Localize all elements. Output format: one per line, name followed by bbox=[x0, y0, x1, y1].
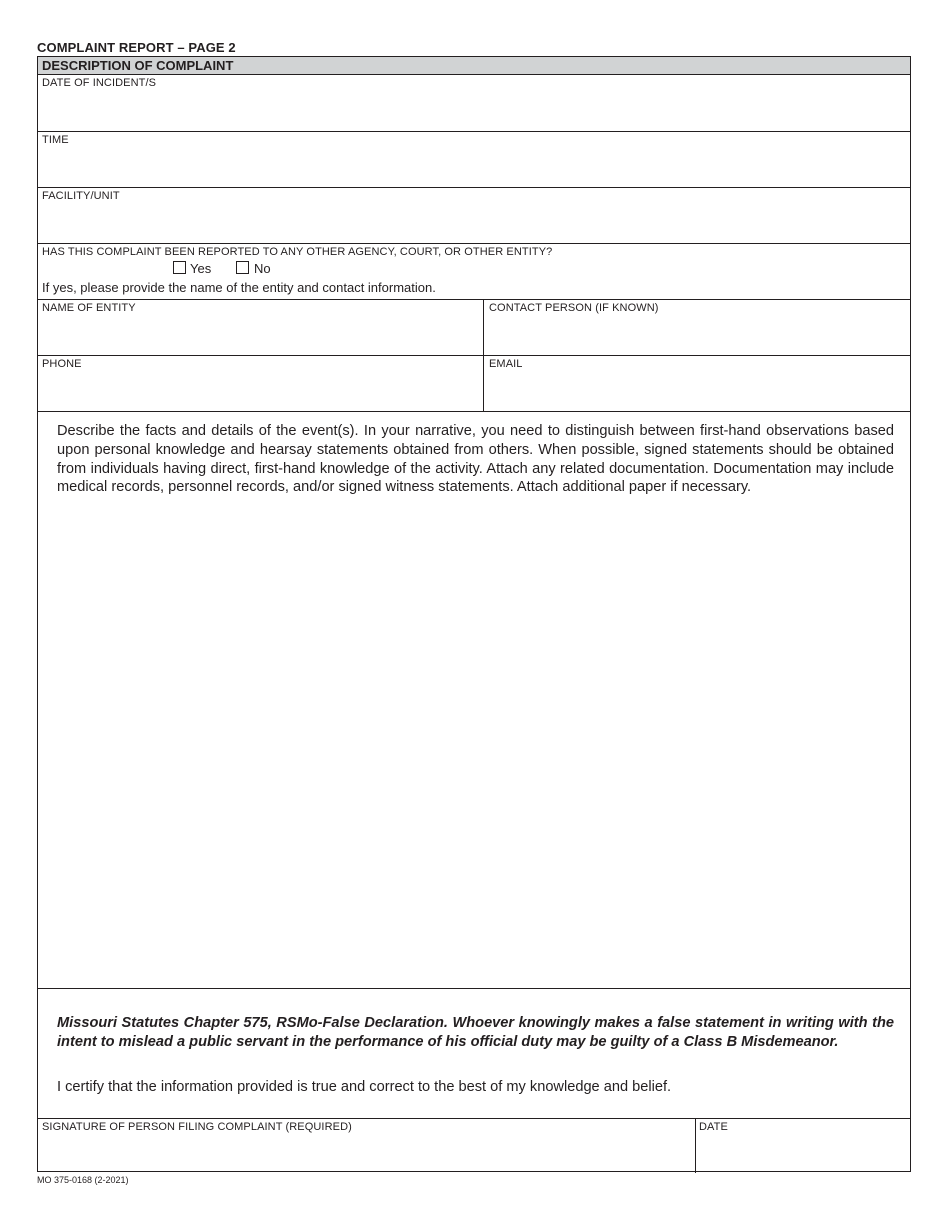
complaint-form bbox=[37, 56, 911, 1172]
no-checkbox[interactable] bbox=[236, 261, 249, 274]
time-label: TIME bbox=[42, 134, 69, 146]
form-id: MO 375-0168 (2-2021) bbox=[37, 1175, 129, 1185]
statute-text: Missouri Statutes Chapter 575, RSMo-False Declaration. Whoever knowingly makes a false statement in writing with the intent to mislead a public servant in the performance of his official duty may be guilty of a Class B Misdemeanor. bbox=[57, 1015, 894, 1050]
contact-person-label: CONTACT PERSON (IF KNOWN) bbox=[489, 302, 659, 314]
section-header: DESCRIPTION OF COMPLAINT bbox=[38, 57, 910, 75]
signature-label: SIGNATURE OF PERSON FILING COMPLAINT (REQUIRED) bbox=[42, 1121, 352, 1133]
phone-label: PHONE bbox=[42, 358, 82, 370]
certification-text: I certify that the information provided is true and correct to the best of my knowledge and belief. bbox=[57, 1079, 672, 1095]
entity-row bbox=[38, 300, 910, 356]
narrative-area[interactable] bbox=[38, 412, 910, 989]
column-divider bbox=[695, 1119, 696, 1173]
certification-section bbox=[38, 989, 910, 1119]
signature-row bbox=[38, 1119, 910, 1173]
reported-elsewhere-question: HAS THIS COMPLAINT BEEN REPORTED TO ANY OTHER AGENCY, COURT, OR OTHER ENTITY? bbox=[42, 246, 553, 258]
phone-email-row bbox=[38, 356, 910, 412]
name-of-entity-label: NAME OF ENTITY bbox=[42, 302, 136, 314]
email-label: EMAIL bbox=[489, 358, 523, 370]
time-field[interactable] bbox=[38, 132, 910, 188]
column-divider bbox=[483, 300, 484, 356]
no-label: No bbox=[254, 261, 271, 276]
page-title: COMPLAINT REPORT – PAGE 2 bbox=[37, 40, 236, 55]
reported-elsewhere-instruction: If yes, please provide the name of the entity and contact information. bbox=[42, 280, 436, 295]
narrative-instructions: Describe the facts and details of the event(s). In your narrative, you need to distinguish between first-hand observations based upon personal knowledge and hearsay statements obtained from others. When possible, signed statements should be obtained from individuals having direct, first-hand knowledge of the activity. Attach any related documentation. Documentation may include medical records, personnel records, and/or signed witness statements. Attach additional paper if necessary. bbox=[57, 423, 894, 496]
facility-unit-label: FACILITY/UNIT bbox=[42, 190, 120, 202]
yes-checkbox[interactable] bbox=[173, 261, 186, 274]
yes-label: Yes bbox=[190, 261, 212, 276]
date-label: DATE bbox=[699, 1121, 728, 1133]
facility-unit-field[interactable] bbox=[38, 188, 910, 244]
column-divider bbox=[483, 356, 484, 412]
date-of-incident-label: DATE OF INCIDENT/S bbox=[42, 77, 157, 89]
date-of-incident-field[interactable] bbox=[38, 75, 910, 132]
reported-elsewhere-section bbox=[38, 244, 910, 300]
